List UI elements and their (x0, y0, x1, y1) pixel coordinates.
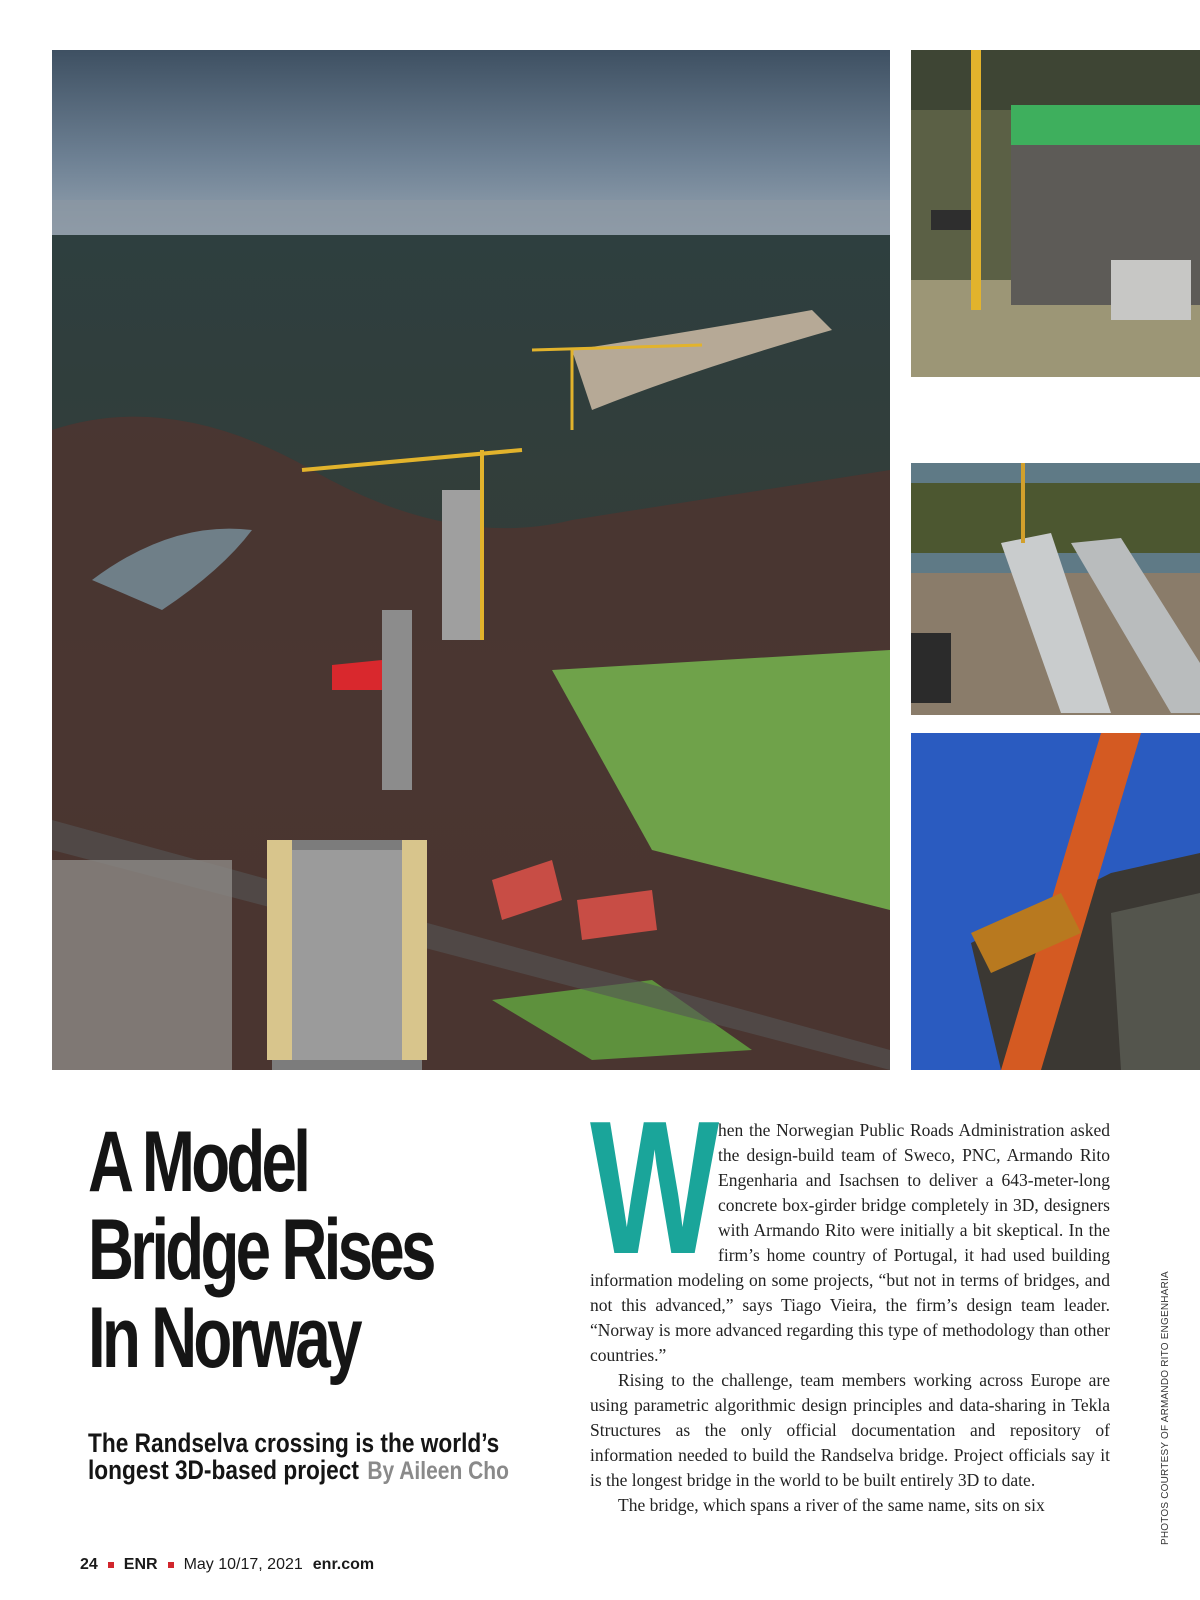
body-paragraph-3: The bridge, which spans a river of the same name, sits on six (618, 1495, 1045, 1515)
construction-photo-middle (911, 463, 1200, 715)
subhead-line-2 (88, 1455, 509, 1485)
separator-square-icon (108, 1562, 114, 1568)
construction-photo-top (911, 50, 1200, 377)
headline-line-1: A Model (88, 1114, 308, 1210)
main-aerial-photo (52, 50, 890, 1070)
page-footer (80, 1556, 374, 1574)
article-subhead (88, 1428, 509, 1485)
subhead-line-1: The Randselva crossing is the world’s (88, 1428, 500, 1458)
publication-name: ENR (123, 1556, 158, 1573)
article-body (590, 1082, 1110, 1518)
drop-cap: W (590, 1082, 720, 1294)
photo-credit: PHOTOS COURTESY OF ARMANDO RITO ENGENHARIA (1160, 1271, 1171, 1545)
headline-line-3: In Norway (88, 1290, 359, 1386)
byline: By Aileen Cho (367, 1457, 509, 1485)
headline-line-2: Bridge Rises (88, 1202, 433, 1298)
subhead-line-2-text: longest 3D-based project (88, 1455, 359, 1485)
article-headline (88, 1114, 436, 1386)
separator-square-icon (168, 1562, 174, 1568)
body-paragraph-1: hen the Norwegian Public Roads Administration asked the design-build team of Sweco, PNC, Armando Rito Engenharia and Isachsen to deliver a 643-meter-long concrete box-girder bridge completely in 3D, designers with Armando Rito were initially a bit skeptical. In the firm’s home country of Portugal, it had used building information modeling on some projects, “but not in terms of bridges, and not this advanced,” says Tiago Vieira, the firm’s design team leader. “Norway is more advanced regarding this type of methodology than other countries.” (590, 1120, 1110, 1365)
body-paragraph-2: Rising to the challenge, team members working across Europe are using parametric algorithmic design principles and data-sharing in Tekla Structures as the only official documentation and repository of information needed to build the Randselva bridge. Project officials say it is the longest bridge in the world to be built entirely 3D to date. (590, 1370, 1110, 1490)
website-link[interactable]: enr.com (312, 1556, 375, 1573)
construction-photo-bottom (911, 733, 1200, 1070)
page-number: 24 (80, 1556, 98, 1573)
issue-date: May 10/17, 2021 (183, 1556, 303, 1573)
